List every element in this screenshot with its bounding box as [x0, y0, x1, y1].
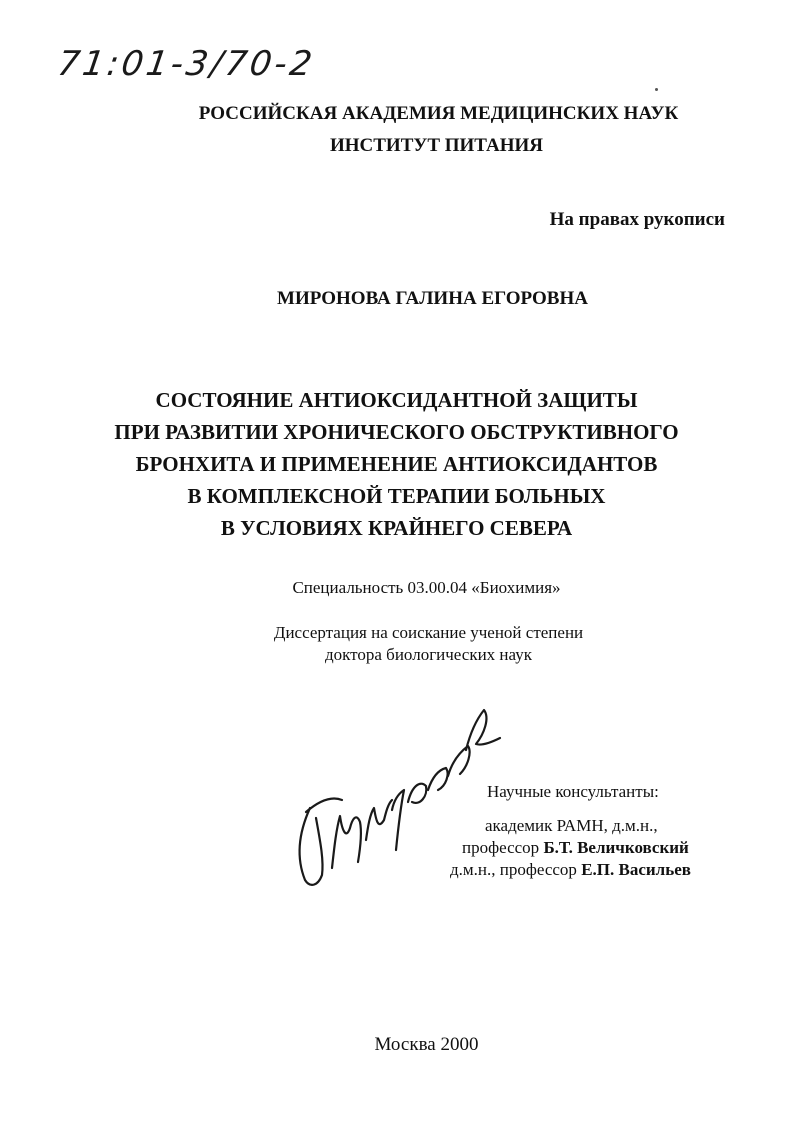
consultant-line — [450, 860, 691, 880]
author-name: МИРОНОВА ГАЛИНА ЕГОРОВНА — [277, 288, 588, 309]
consultant-name: Е.П. Васильев — [581, 860, 691, 879]
institute-name: ИНСТИТУТ ПИТАНИЯ — [329, 135, 544, 156]
degree-line-2: доктора биологических наук — [325, 645, 532, 664]
degree-line-1: Диссертация на соискание ученой степени — [273, 623, 584, 642]
consultant-name: Б.Т. Величковский — [543, 838, 689, 857]
title-line: СОСТОЯНИЕ АНТИОКСИДАНТНОЙ ЗАЩИТЫ — [155, 388, 638, 412]
dissertation-title — [0, 384, 793, 544]
scan-speck — [655, 88, 658, 91]
consultants-header: Научные консультанты: — [487, 782, 659, 801]
archive-code: 71:01-3/70-2 — [55, 44, 318, 84]
consultant-line — [462, 838, 689, 858]
specialty: Специальность 03.00.04 «Биохимия» — [292, 578, 561, 597]
consultant-rank: д.м.н., профессор — [450, 860, 582, 879]
consultant-rank: профессор — [462, 838, 544, 857]
title-line: БРОНХИТА И ПРИМЕНЕНИЕ АНТИОКСИДАНТОВ — [135, 452, 658, 476]
title-line: В УСЛОВИЯХ КРАЙНЕГО СЕВЕРА — [220, 516, 573, 540]
organization-name: РОССИЙСКАЯ АКАДЕМИЯ МЕДИЦИНСКИХ НАУК — [198, 103, 679, 124]
manuscript-rights: На правах рукописи — [549, 209, 725, 230]
consultant-title-line: академик РАМН, д.м.н., — [485, 816, 658, 835]
title-line: В КОМПЛЕКСНОЙ ТЕРАПИИ БОЛЬНЫХ — [187, 484, 606, 508]
city-year: Москва 2000 — [374, 1034, 479, 1055]
title-line: ПРИ РАЗВИТИИ ХРОНИЧЕСКОГО ОБСТРУКТИВНОГО — [114, 420, 679, 444]
